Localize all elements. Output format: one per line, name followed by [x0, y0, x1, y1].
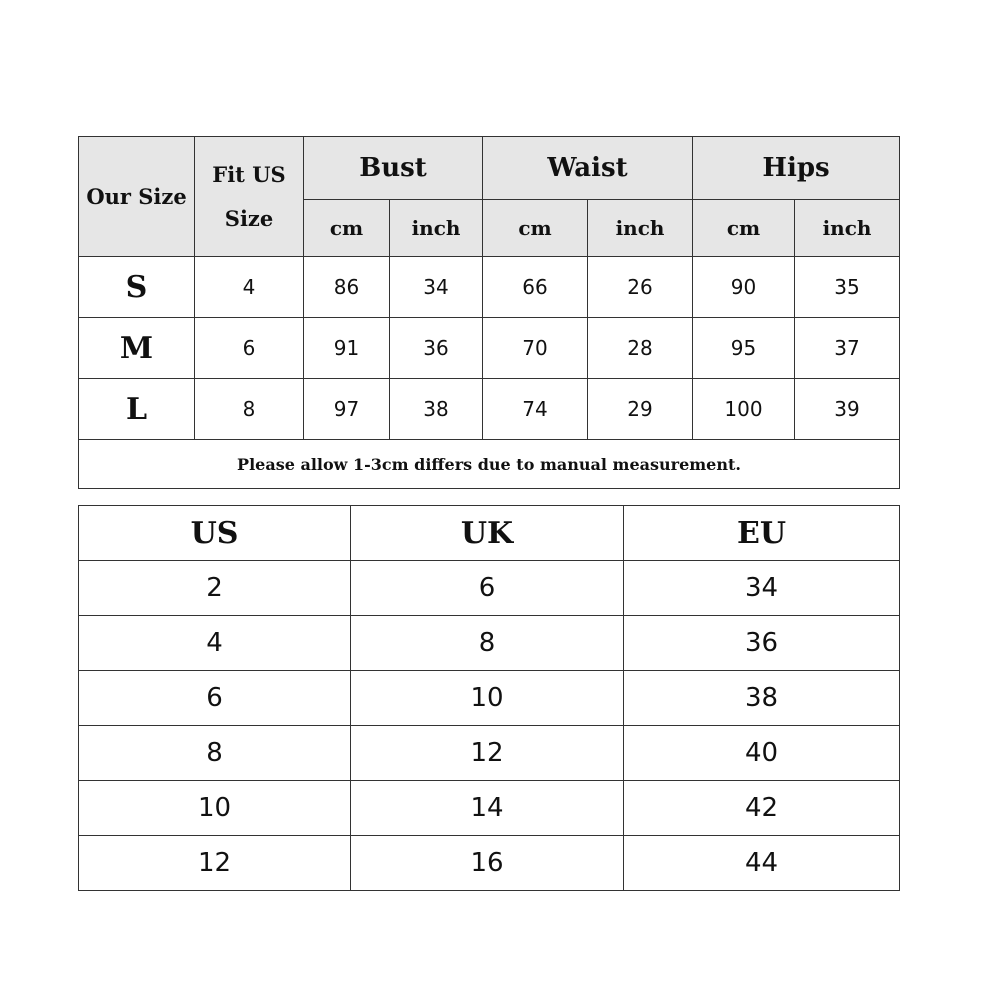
fit-us-value: 8: [195, 379, 304, 440]
eu-value: 44: [624, 836, 900, 891]
hips-cm-value: 100: [693, 379, 795, 440]
us-value: 8: [79, 726, 351, 781]
table-row: [79, 257, 900, 318]
us-value: 4: [79, 616, 351, 671]
bust-inch-value: 34: [390, 257, 483, 318]
hips-cm-value: 90: [693, 257, 795, 318]
fit-us-value: 6: [195, 318, 304, 379]
header-fit-us-line2: Size: [224, 205, 274, 231]
size-conversion-table: [78, 505, 900, 891]
table-row: [79, 671, 900, 726]
header-fit-us-size: [195, 137, 304, 257]
table-row: [79, 781, 900, 836]
bust-cm-value: 97: [304, 379, 390, 440]
size-label: S: [79, 257, 195, 318]
waist-cm-value: 66: [483, 257, 588, 318]
hips-inch-value: 35: [795, 257, 900, 318]
uk-value: 14: [351, 781, 624, 836]
uk-value: 6: [351, 561, 624, 616]
header-our-size: Our Size: [79, 137, 195, 257]
size-chart-table: [78, 136, 900, 489]
size-label: L: [79, 379, 195, 440]
us-value: 2: [79, 561, 351, 616]
eu-value: 38: [624, 671, 900, 726]
table-row: [79, 379, 900, 440]
waist-inch-value: 29: [588, 379, 693, 440]
table-row: [79, 561, 900, 616]
bust-inch-value: 36: [390, 318, 483, 379]
header-uk: UK: [351, 506, 624, 561]
header-unit-hips-inch: inch: [795, 200, 900, 257]
hips-inch-value: 37: [795, 318, 900, 379]
waist-inch-value: 28: [588, 318, 693, 379]
header-fit-us-line1: Fit US: [212, 161, 286, 187]
table-row: [79, 836, 900, 891]
header-unit-hips-cm: cm: [693, 200, 795, 257]
header-unit-waist-cm: cm: [483, 200, 588, 257]
uk-value: 12: [351, 726, 624, 781]
uk-value: 16: [351, 836, 624, 891]
waist-cm-value: 74: [483, 379, 588, 440]
header-unit-waist-inch: inch: [588, 200, 693, 257]
bust-inch-value: 38: [390, 379, 483, 440]
header-eu: EU: [624, 506, 900, 561]
us-value: 10: [79, 781, 351, 836]
table-row: [79, 616, 900, 671]
size-label: M: [79, 318, 195, 379]
measurement-note: Please allow 1-3cm differs due to manual measurement.: [79, 440, 900, 489]
eu-value: 34: [624, 561, 900, 616]
uk-value: 10: [351, 671, 624, 726]
header-bust: Bust: [304, 137, 483, 200]
waist-cm-value: 70: [483, 318, 588, 379]
table-row: [79, 318, 900, 379]
waist-inch-value: 26: [588, 257, 693, 318]
header-waist: Waist: [483, 137, 693, 200]
eu-value: 36: [624, 616, 900, 671]
uk-value: 8: [351, 616, 624, 671]
eu-value: 42: [624, 781, 900, 836]
header-unit-bust-cm: cm: [304, 200, 390, 257]
bust-cm-value: 86: [304, 257, 390, 318]
eu-value: 40: [624, 726, 900, 781]
fit-us-value: 4: [195, 257, 304, 318]
bust-cm-value: 91: [304, 318, 390, 379]
hips-cm-value: 95: [693, 318, 795, 379]
hips-inch-value: 39: [795, 379, 900, 440]
us-value: 12: [79, 836, 351, 891]
table-row: [79, 726, 900, 781]
header-unit-bust-inch: inch: [390, 200, 483, 257]
header-us: US: [79, 506, 351, 561]
header-hips: Hips: [693, 137, 900, 200]
us-value: 6: [79, 671, 351, 726]
